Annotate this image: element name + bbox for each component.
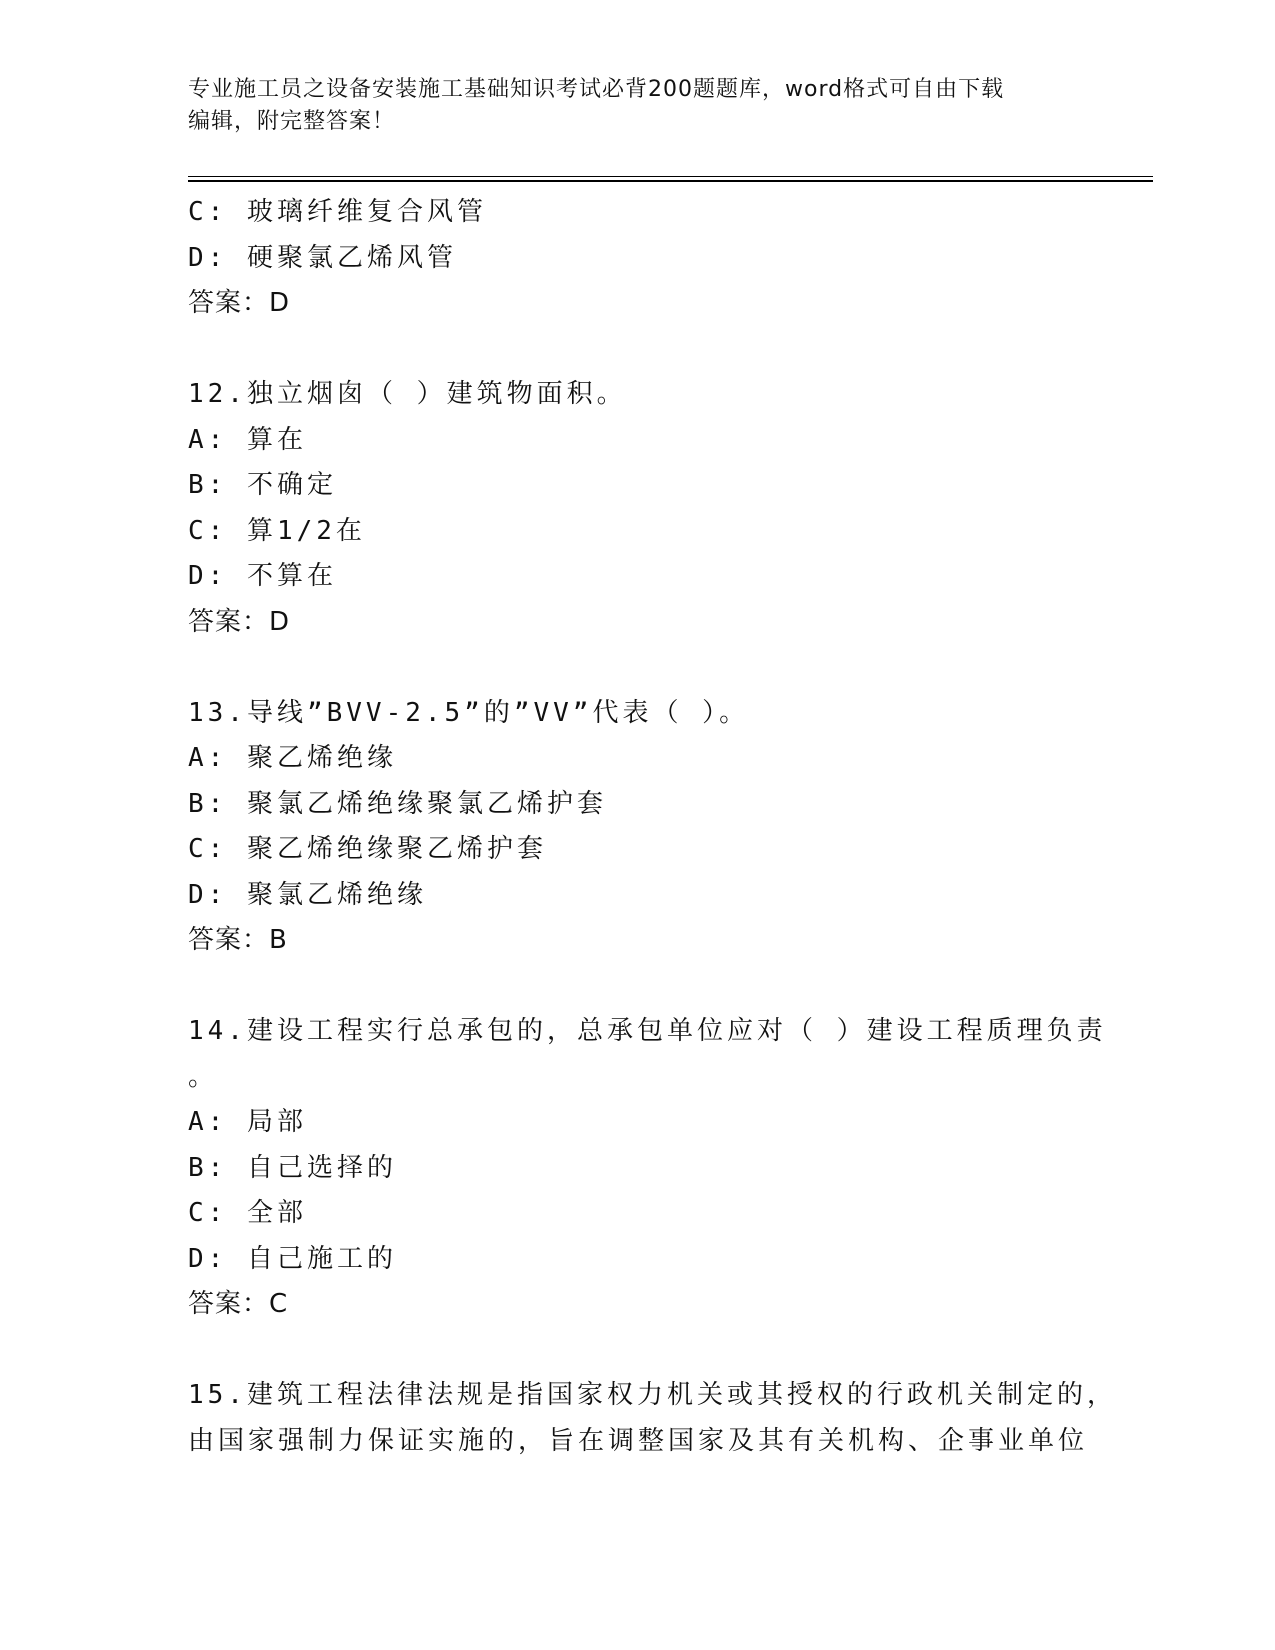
q11-option-d: D: 硬聚氯乙烯风管	[188, 242, 457, 273]
q13-option-c: C: 聚乙烯绝缘聚乙烯护套	[188, 834, 547, 864]
q13-answer: 答案：B	[188, 925, 288, 955]
q14-option-a: A: 局部	[188, 1107, 307, 1137]
q13-option-d: D: 聚氯乙烯绝缘	[188, 879, 427, 910]
header-line-1: 专业施工员之设备安装施工基础知识考试必背200题题库，word格式可自由下载	[188, 77, 1005, 102]
document-body	[188, 190, 1117, 1464]
q14-answer: 答案：C	[188, 1289, 289, 1319]
header-line-2: 编辑，附完整答案！	[188, 109, 396, 134]
q12-option-d: D: 不算在	[188, 561, 337, 591]
spacer	[188, 1328, 1088, 1374]
q14-question-line-1: 14.建设工程实行总承包的，总承包单位应对（ ）建设工程质理负责	[188, 1016, 1107, 1046]
q12-option-a: A: 算在	[188, 424, 307, 455]
q15-question-line-2: 由国家强制力保证实施的，旨在调整国家及其有关机构、企事业单位	[188, 1425, 1089, 1456]
q15-question-line-1: 15.建筑工程法律法规是指国家权力机关或其授权的行政机关制定的，	[188, 1380, 1117, 1410]
q14-option-c: C: 全部	[188, 1198, 307, 1228]
spacer	[188, 327, 1088, 373]
q13-option-a: A: 聚乙烯绝缘	[188, 743, 397, 773]
q12-answer: 答案：D	[188, 606, 291, 637]
q11-option-c: C: 玻璃纤维复合风管	[188, 197, 487, 227]
header-divider-thick	[188, 180, 1153, 182]
q13-option-b: B: 聚氯乙烯绝缘聚氯乙烯护套	[188, 788, 607, 819]
spacer	[188, 964, 1088, 1010]
q12-option-b: B: 不确定	[188, 470, 337, 500]
document-header	[188, 74, 1088, 138]
q12-option-c: C: 算1/2在	[188, 515, 366, 546]
q12-question: 12.独立烟囱（ ）建筑物面积。	[188, 379, 627, 409]
q14-question-line-2: 。	[188, 1061, 219, 1092]
header-divider-thin	[188, 176, 1153, 177]
q14-option-b: B: 自己选择的	[188, 1152, 397, 1183]
q14-option-d: D: 自己施工的	[188, 1243, 397, 1274]
q13-question: 13.导线”BVV-2.5”的”VV”代表（ ）。	[188, 697, 750, 728]
q11-answer: 答案：D	[188, 288, 291, 318]
spacer	[188, 645, 1088, 691]
